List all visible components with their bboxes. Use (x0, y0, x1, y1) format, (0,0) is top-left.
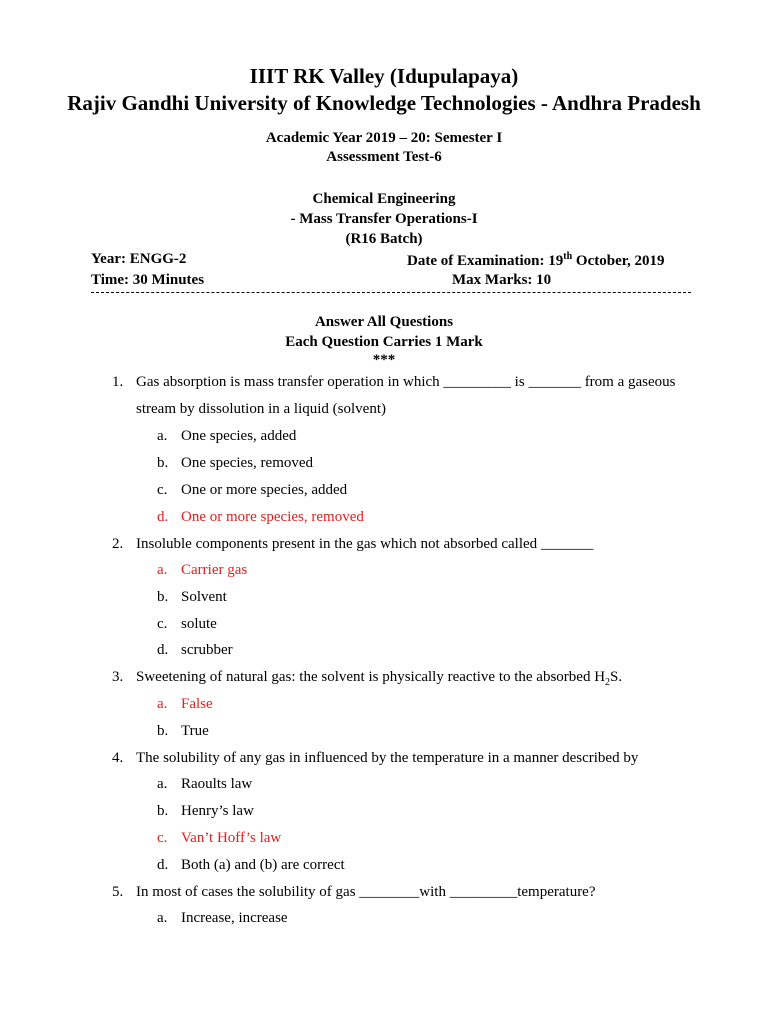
question-number: 5. (112, 884, 124, 900)
option: c. One or more species, added (157, 482, 348, 498)
question-number: 4. (112, 750, 124, 766)
instruction-3: *** (372, 352, 396, 368)
option: a. Raoults law (157, 776, 253, 792)
question-text: Gas absorption is mass transfer operation in which _________ is _______ from a gaseous (136, 374, 676, 390)
option-correct: a. False (157, 696, 213, 712)
option: d. scrubber (157, 642, 233, 658)
option-correct: a. Carrier gas (157, 562, 248, 578)
question-text: Insoluble components present in the gas which not absorbed called _______ (136, 536, 594, 552)
option: d. Both (a) and (b) are correct (157, 857, 345, 873)
max-marks: Max Marks: 10 (452, 272, 552, 288)
option: a. One species, added (157, 428, 297, 444)
option: a. Increase, increase (157, 910, 288, 926)
batch: (R16 Batch) (345, 231, 423, 247)
question-number: 2. (112, 536, 124, 552)
option: b. Henry’s law (157, 803, 254, 819)
time-label: Time: 30 Minutes (91, 272, 205, 288)
exam-date: Date of Examination: 19th October, 2019 (407, 251, 665, 269)
question-number: 3. (112, 669, 124, 685)
instruction-2: Each Question Carries 1 Mark (285, 334, 483, 350)
option: b. Solvent (157, 589, 227, 605)
instruction-1: Answer All Questions (314, 314, 454, 330)
institute-title: IIIT RK Valley (Idupulapaya) (249, 64, 519, 88)
option: b. True (157, 723, 209, 739)
option-correct: d. One or more species, removed (157, 509, 364, 525)
question-text: The solubility of any gas in influenced by the temperature in a manner described by (136, 750, 639, 766)
department: Chemical Engineering (312, 191, 456, 207)
university-title: Rajiv Gandhi University of Knowledge Technologies - Andhra Pradesh (67, 91, 701, 115)
question-text: In most of cases the solubility of gas ________with _________temperature? (136, 884, 596, 900)
option: c. solute (157, 616, 217, 632)
option: b. One species, removed (157, 455, 314, 471)
year-label: Year: ENGG-2 (91, 251, 187, 267)
subject: - Mass Transfer Operations-I (290, 211, 478, 227)
question-text: Sweetening of natural gas: the solvent is physically reactive to the absorbed $H_2S$. (136, 669, 623, 688)
academic-year: Academic Year 2019 – 20: Semester I (265, 130, 503, 146)
test-name: Assessment Test-6 (326, 149, 442, 165)
divider (91, 292, 691, 293)
question-number: 1. (112, 374, 124, 390)
question-text-cont: stream by dissolution in a liquid (solvent) (136, 401, 386, 417)
option-correct: c. Van’t Hoff’s law (157, 830, 282, 846)
